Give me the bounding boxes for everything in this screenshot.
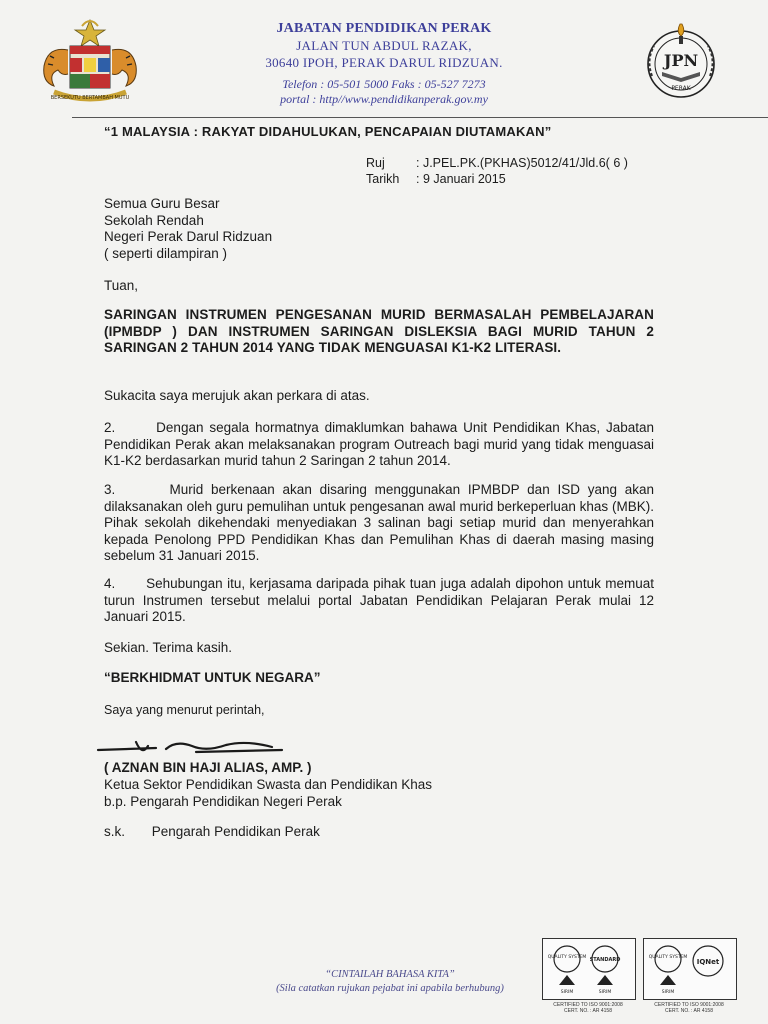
- salutation: Tuan,: [104, 278, 139, 293]
- malaysia-coat-of-arms-icon: [32, 16, 148, 108]
- recipient-line: Negeri Perak Darul Ridzuan: [104, 229, 273, 244]
- svg-text:QUALITY SYSTEM: QUALITY SYSTEM: [648, 955, 688, 960]
- footer-note: (Sila catatkan rujukan pejabat ini apabila berhubung): [276, 983, 504, 994]
- carbon-copy: [104, 824, 654, 841]
- svg-text:STANDARD: STANDARD: [589, 957, 621, 963]
- signatory-role: [104, 777, 654, 810]
- intro-paragraph: Sukacita saya merujuk akan perkara di atas.: [104, 388, 370, 403]
- cert-caption: [639, 1002, 739, 1014]
- address-line-2: 30640 IPOH, PERAK DARUL RIDZUAN.: [265, 55, 503, 70]
- tarikh-value: : 9 Januari 2015: [416, 172, 506, 186]
- paragraph-2: 2. Dengan segala hormatnya dimaklumkan bahawa Unit Pendidikan Khas, Jabatan Pendidikan Perak akan melaksanakan program Outreach bagi murid yang tidak menguasai K1-K2 berdasarkan murid tahun 2 Saringan 2 tahun 2014.: [104, 420, 654, 468]
- paragraph-3: 3. Murid berkenaan akan disaring menggunakan IPMBDP dan ISD yang akan dilaksanakan oleh guru pemulihan untuk pengesanan awal murid berkeperluan khas (MBK). Pihak sekolah dikehendaki menyediakan 3 salinan bagi setiap murid dan menyerahkan kepada Penolong PPD Pendidikan Khas dan Pemulihan Khas di daerah masing masing sebelum 31 Januari 2015.: [104, 482, 654, 563]
- header-divider: [72, 117, 768, 118]
- svg-text:QUALITY SYSTEM: QUALITY SYSTEM: [547, 955, 587, 960]
- recipient-line: ( seperti dilampiran ): [104, 245, 228, 261]
- svg-text:PERAK: PERAK: [671, 85, 691, 92]
- phone-fax: Telefon : 05-501 5000 Faks : 05-527 7273: [282, 77, 486, 91]
- sirim-quality-certification-icon: [542, 938, 636, 1000]
- signatory-role-line: b.p. Pengarah Pendidikan Negeri Perak: [104, 793, 342, 809]
- signatory-role-line: Ketua Sektor Pendidikan Swasta dan Pendidikan Khas: [104, 777, 432, 792]
- svg-text:SIRIM: SIRIM: [661, 990, 675, 995]
- svg-text:JPN: JPN: [663, 51, 699, 70]
- cert-caption-line: CERT. NO. : AR 4158: [564, 1008, 612, 1014]
- cert-caption-line: CERT. NO. : AR 4158: [665, 1008, 713, 1014]
- jpn-perak-logo-icon: [636, 20, 726, 102]
- ruj-label: Ruj: [366, 156, 385, 170]
- svg-text:SIRIM: SIRIM: [560, 990, 574, 995]
- svg-text:SIRIM: SIRIM: [598, 990, 612, 995]
- svg-text:BERSEKUTU BERTAMBAH MUTU: BERSEKUTU BERTAMBAH MUTU: [50, 95, 130, 101]
- letterhead: [190, 20, 578, 107]
- footer-slogan: “CINTAILAH BAHASA KITA”: [325, 969, 455, 980]
- closing-thanks: Sekian. Terima kasih.: [104, 640, 233, 655]
- cert-caption-line: CERTIFIED TO ISO 9001:2008: [553, 1002, 623, 1008]
- motto: “1 MALAYSIA : RAKYAT DIDAHULUKAN, PENCAPAIAN DIUTAMAKAN”: [104, 124, 552, 139]
- signatory-name: ( AZNAN BIN HAJI ALIAS, AMP. ): [104, 760, 312, 775]
- cert-caption: [538, 1002, 638, 1014]
- ruj-value: : J.PEL.PK.(PKHAS)5012/41/Jld.6( 6 ): [416, 156, 628, 170]
- address-line-1: JALAN TUN ABDUL RAZAK,: [296, 38, 472, 53]
- slogan: “BERKHIDMAT UNTUK NEGARA”: [104, 670, 321, 685]
- recipient-line: Sekolah Rendah: [104, 212, 204, 228]
- paragraph-4: 4. Sehubungan itu, kerjasama daripada pihak tuan juga adalah dipohon untuk memuat turun Instrumen tersebut melalui portal Jabatan Pendidikan Pelajaran Perak mulai 12 Januari 2015.: [104, 576, 654, 624]
- cc-value: Pengarah Pendidikan Perak: [151, 824, 320, 839]
- subject-heading: SARINGAN INSTRUMEN PENGESANAN MURID BERMASALAH PEMBELAJARAN (IPMBDP ) DAN INSTRUMEN SARINGAN DISLEKSIA BAGI MURID TAHUN 2 SARINGAN 2 TAHUN 2014 YANG TIDAK MENGUASAI K1-K2 LITERASI.: [104, 307, 654, 355]
- cert-caption-line: CERTIFIED TO ISO 9001:2008: [654, 1002, 724, 1008]
- signature-icon: [96, 736, 286, 760]
- cc-label: s.k.: [104, 824, 126, 839]
- portal-url: portal : http//www.pendidikanperak.gov.my: [280, 92, 488, 106]
- reference-block: [366, 155, 628, 187]
- department-name: JABATAN PENDIDIKAN PERAK: [276, 21, 492, 36]
- closing-phrase: Saya yang menurut perintah,: [104, 703, 265, 717]
- svg-text:IQNet: IQNet: [696, 958, 720, 966]
- tarikh-label: Tarikh: [366, 172, 400, 186]
- iqnet-certification-icon: [643, 938, 737, 1000]
- footer: [250, 968, 530, 996]
- recipient-line: Semua Guru Besar: [104, 196, 220, 211]
- recipient-address: [104, 196, 654, 262]
